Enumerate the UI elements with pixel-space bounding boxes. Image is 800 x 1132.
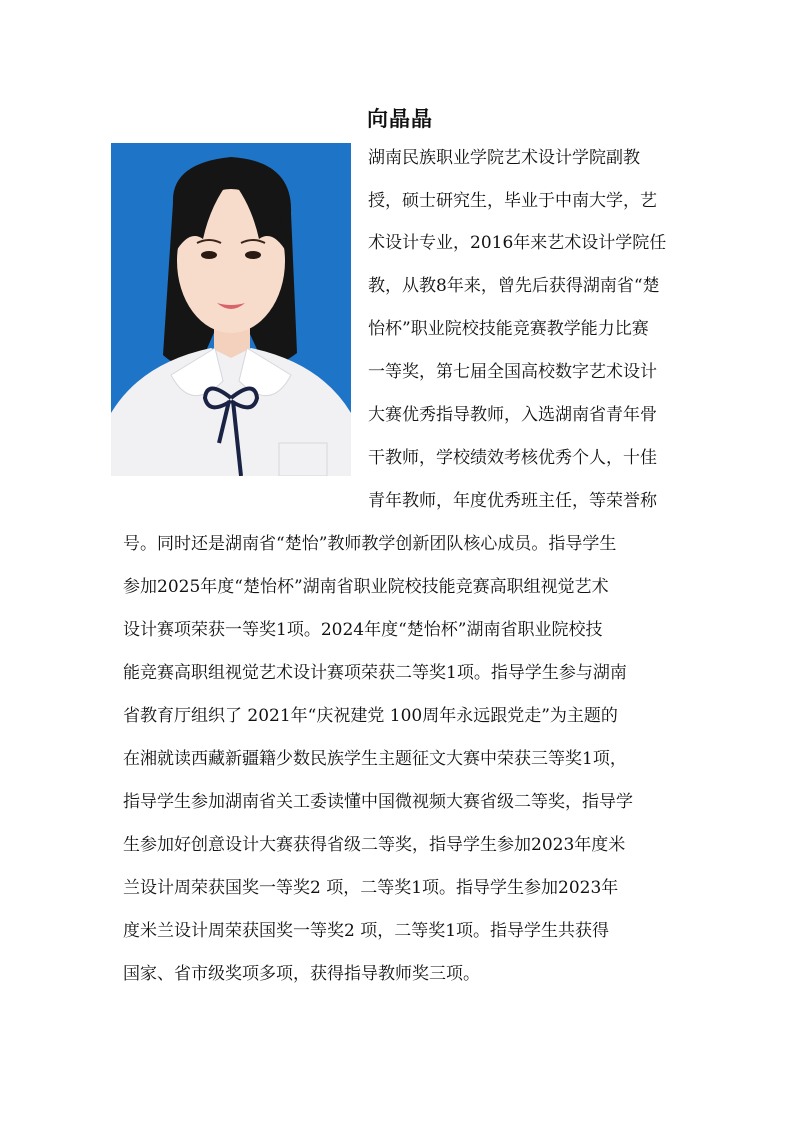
body-line: 号。同时还是湖南省“楚怡”教师教学创新团队核心成员。指导学生 bbox=[123, 534, 617, 554]
body-line: 湖南民族职业学院艺术设计学院副教 bbox=[368, 148, 640, 168]
body-line: 参加2025年度“楚怡杯”湖南省职业院校技能竞赛高职组视觉艺术 bbox=[123, 577, 609, 597]
body-line: 一等奖，第七届全国高校数字艺术设计 bbox=[368, 362, 657, 382]
body-line: 青年教师，年度优秀班主任，等荣誉称 bbox=[368, 491, 657, 511]
body-line: 教，从教8年来，曾先后获得湖南省“楚 bbox=[368, 276, 660, 296]
body-line: 国家、省市级奖项多项，获得指导教师奖三项。 bbox=[123, 964, 480, 984]
body-line: 能竞赛高职组视觉艺术设计赛项荣获二等奖1项。指导学生参与湖南 bbox=[123, 663, 627, 683]
body-line: 授，硕士研究生，毕业于中南大学，艺 bbox=[368, 191, 657, 211]
body-line: 怡杯”职业院校技能竞赛教学能力比赛 bbox=[368, 319, 649, 339]
body-line: 度米兰设计周荣获国奖一等奖2 项，二等奖1项。指导学生共获得 bbox=[123, 921, 610, 941]
body-line: 省教育厅组织了 2021年“庆祝建党 100周年永远跟党走”为主题的 bbox=[123, 706, 618, 726]
portrait-photo bbox=[111, 143, 351, 476]
page-title: 向晶晶 bbox=[367, 107, 433, 131]
body-line: 兰设计周荣获国奖一等奖2 项，二等奖1项。指导学生参加2023年 bbox=[123, 878, 619, 898]
body-line: 术设计专业，2016年来艺术设计学院任 bbox=[368, 233, 667, 253]
body-line: 在湘就读西藏新疆籍少数民族学生主题征文大赛中荣获三等奖1项， bbox=[123, 749, 627, 769]
body-line: 指导学生参加湖南省关工委读懂中国微视频大赛省级二等奖，指导学 bbox=[123, 792, 633, 812]
body-line: 生参加好创意设计大赛获得省级二等奖，指导学生参加2023年度米 bbox=[123, 835, 626, 855]
body-line: 干教师，学校绩效考核优秀个人，十佳 bbox=[368, 448, 657, 468]
body-line: 大赛优秀指导教师，入选湖南省青年骨 bbox=[368, 405, 657, 425]
body-line: 设计赛项荣获一等奖1项。2024年度“楚怡杯”湖南省职业院校技 bbox=[123, 620, 603, 640]
